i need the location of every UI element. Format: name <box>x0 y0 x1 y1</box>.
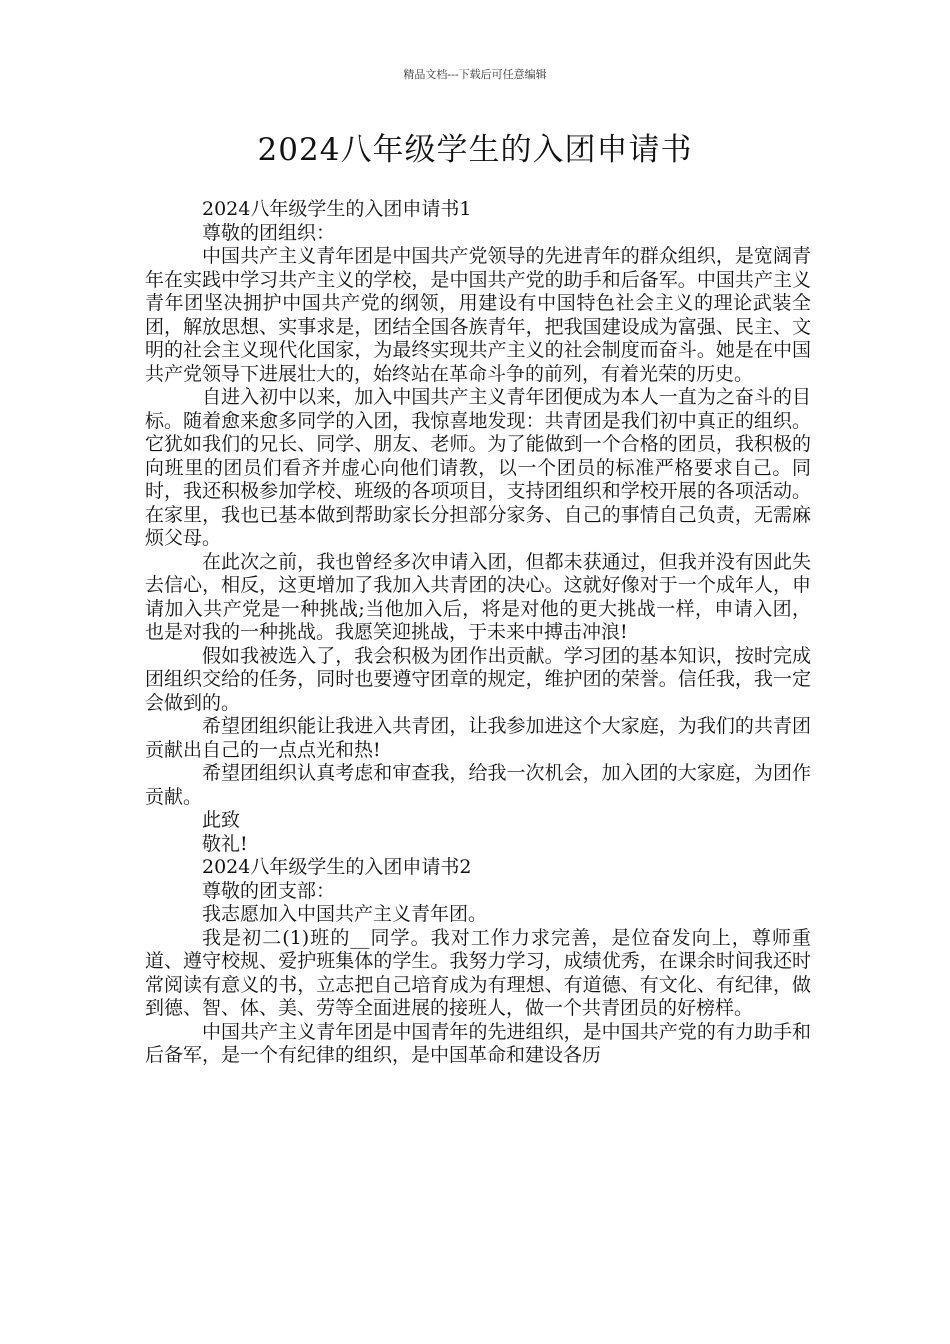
salutation-2: 尊敬的团支部： <box>202 879 336 902</box>
closing-line: 此致 <box>202 809 241 831</box>
paragraph: 我是初二(1)班的__同学。我对工作力求完善，是位奋发向上，尊师重道、遵守校规、爱护班集体的学生。我努力学习，成绩优秀，在课余时间我还时常阅读有意义的书，立志把自己培育成为有理想、有道德、有文化、有纪律，做到德、智、体、美、劳等全面进展的接班人，做一个共青团员的好榜样。 <box>145 926 811 1019</box>
section-heading-1: 2024八年级学生的入团申请书1 <box>202 198 472 220</box>
page-header: 精品文档---下载后可任意编辑 <box>403 68 547 81</box>
paragraph: 假如我被选入了，我会积极为团作出贡献。学习团的基本知识，按时完成团组织交给的任务，同时也要遵守团章的规定，维护团的荣誉。信任我，我一定会做到的。 <box>145 644 811 714</box>
document-title: 2024八年级学生的入团申请书 <box>257 132 693 168</box>
section-heading-2: 2024八年级学生的入团申请书2 <box>202 856 472 878</box>
paragraph: 在此次之前，我也曾经多次申请入团，但都未获通过，但我并没有因此失去信心，相反，这更增加了我加入共青团的决心。这就好像对于一个成年人，申请加入共产党是一种挑战;当他加入后，将是对他的更大挑战一样，申请入团，也是对我的一种挑战。我愿笑迎挑战，于未来中搏击冲浪! <box>145 550 811 643</box>
document-body <box>145 198 811 1068</box>
paragraph: 希望团组织能让我进入共青团，让我参加进这个大家庭，为我们的共青团贡献出自己的一点点光和热! <box>145 715 811 761</box>
paragraph: 我志愿加入中国共产主义青年团。 <box>202 903 488 925</box>
paragraph: 希望团组织认真考虑和审查我，给我一次机会，加入团的大家庭，为团作贡献。 <box>145 762 811 808</box>
salutation-1: 尊敬的团组织： <box>202 221 336 244</box>
paragraph: 中国共产主义青年团是中国共产党领导的先进青年的群众组织，是宽阔青年在实践中学习共产主义的学校，是中国共产党的助手和后备军。中国共产主义青年团坚决拥护中国共产党的纲领，用建设有中国特色社会主义的理论武装全团，解放思想、实事求是，团结全国各族青年，把我国建设成为富强、民主、文明的社会主义现代化国家，为最终实现共产主义的社会制度而奋斗。她是在中国共产党领导下进展壮大的，始终站在革命斗争的前列，有着光荣的历史。 <box>145 245 811 385</box>
paragraph: 自进入初中以来，加入中国共产主义青年团便成为本人一直为之奋斗的目标。随着愈来愈多同学的入团，我惊喜地发现：共青团是我们初中真正的组织。它犹如我们的兄长、同学、朋友、老师。为了能做到一个合格的团员，我积极的向班里的团员们看齐并虚心向他们请教，以一个团员的标准严格要求自己。同时，我还积极参加学校、班级的各项项目，支持团组织和学校开展的各项活动。在家里，我也已基本做到帮助家长分担部分家务、自己的事情自己负责，无需麻烦父母。 <box>145 386 811 549</box>
paragraph: 中国共产主义青年团是中国青年的先进组织，是中国共产党的有力助手和后备军，是一个有纪律的组织，是中国革命和建设各历 <box>145 1020 811 1066</box>
closing-line: 敬礼! <box>202 832 248 855</box>
